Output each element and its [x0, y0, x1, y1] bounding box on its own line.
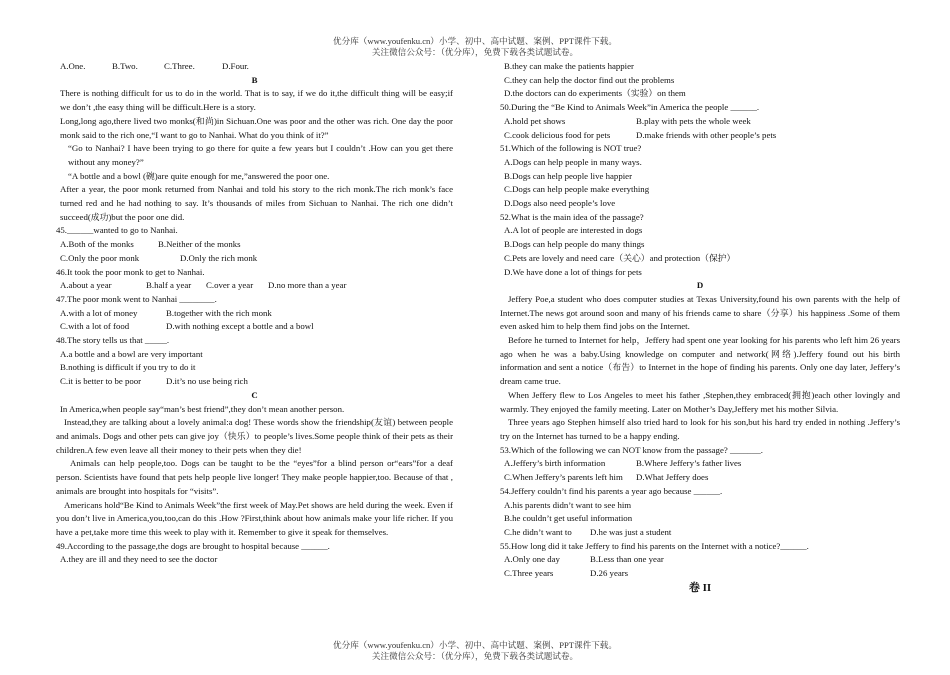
footer-line-2: 关注微信公众号：（优分库），免费下载各类试题试卷。 — [371, 651, 579, 661]
option: B.Where Jeffery’s father lives — [636, 458, 742, 469]
question-47: 47.The poor monk went to Nanhai ________. — [56, 293, 217, 304]
question-52: 52.What is the main idea of the passage? — [500, 211, 644, 222]
left-column — [56, 60, 453, 567]
question-48: 48.The story tells us that _____. — [56, 335, 170, 346]
question-54: 54.Jeffery couldn’t find his parents a year ago because ______. — [500, 485, 723, 496]
option-row — [56, 238, 453, 252]
option: A.Jeffery’s birth information — [504, 458, 606, 469]
option-row — [500, 553, 900, 567]
option-row — [500, 471, 900, 485]
option: D.26 years — [590, 568, 629, 579]
paragraph: There is nothing difficult for us to do in the world. That is to say, if we do it,the difficult thing will be easy;if we don’t ,the easy thing will be difficult.Here is a story. — [60, 88, 453, 113]
option: A.about a year — [60, 280, 112, 291]
option: A.with a lot of money — [60, 307, 138, 318]
question-45: 45.______wanted to go to Nanhai. — [56, 225, 178, 236]
option-row — [500, 266, 900, 280]
option-row — [500, 197, 900, 211]
option: D.he was just a student — [590, 526, 672, 537]
option: B.Less than one year — [590, 554, 664, 565]
option: D.We have done a lot of things for pets — [504, 266, 642, 277]
option: D.Dogs also need people’s love — [504, 198, 616, 209]
option-row — [500, 170, 900, 184]
option-row — [500, 252, 900, 266]
option-row — [500, 238, 900, 252]
right-column — [500, 60, 900, 595]
question-55: 55.How long did it take Jeffery to find his parents on the Internet with a notice?______. — [500, 540, 809, 551]
option: B.he couldn’t get useful information — [504, 513, 633, 524]
option: B.play with pets the whole week — [636, 115, 751, 126]
section-title-juan-2: 卷 II — [688, 581, 712, 594]
paragraph: “A bottle and a bowl (碗)are quite enough for me,”answered the poor one. — [68, 170, 330, 181]
option: C.Dogs can help people make everything — [504, 184, 650, 195]
option: A.a bottle and a bowl are very important — [60, 348, 203, 359]
question-51: 51.Which of the following is NOT true? — [500, 143, 642, 154]
option: C.Pets are lovely and need care（关心）and protection（保护） — [504, 252, 736, 263]
option: C.it is better to be poor — [60, 376, 142, 387]
option: B.they can make the patients happier — [504, 61, 634, 71]
option: D.it’s no use being rich — [166, 376, 248, 387]
option: C.he didn’t want to — [504, 526, 572, 537]
option-row — [500, 457, 900, 471]
option: A.hold pet shows — [504, 115, 566, 126]
option-row — [500, 224, 900, 238]
option: D.What Jeffery does — [636, 472, 709, 483]
option: D.make friends with other people’s pets — [636, 129, 777, 140]
paragraph: Before he turned to Internet for help，Jeffery had spent one year looking for his parents who left him 26 years ago when he was a baby.Using knowledge on computer and network(网络).Jeffery found out his birth information and sent a notice（布告）to Internet in the hope of finding his parents. Only one day later, Jeffery’s dream came true. — [500, 335, 900, 387]
question-53: 53.Which of the following we can NOT know from the passage? _______. — [500, 444, 763, 455]
option-row — [56, 375, 453, 389]
option-row — [500, 156, 900, 170]
option: A.his parents didn’t want to see him — [504, 499, 632, 510]
option: B.Dogs can help people do many things — [504, 239, 645, 250]
option: A.One. — [60, 61, 86, 71]
option: C.over a year — [206, 280, 254, 291]
option: A.Both of the monks — [60, 239, 134, 250]
paragraph: “Go to Nanhai? I have been trying to go there for quite a few years but I couldn’t .How can you get there without any money?” — [68, 143, 453, 167]
section-heading-d: D — [696, 280, 704, 291]
paragraph: Americans hold“Be Kind to Animals Week”the first week of May.Pet shows are held during the week. Even if you don’t live in America,you,too,can do this .How ?First,think about how animals make your life richer. If you have a pet,take more time this week to play with it. Remember to give it speak for themselves. — [56, 499, 453, 537]
option: A.Only one day — [504, 554, 560, 565]
footer-line-1: 优分库（www.youfenku.cn）小学、初中、高中试题、案例、PPT课件下载。 — [333, 640, 617, 650]
option: D.Only the rich monk — [180, 252, 258, 263]
option: C.Three. — [164, 61, 195, 71]
option: B.nothing is difficult if you try to do it — [60, 362, 196, 373]
option-row — [500, 567, 900, 581]
question-50: 50.During the “Be Kind to Animals Week”in America the people ______. — [500, 102, 760, 113]
paragraph: Instead,they are talking about a lovely animal:a dog! These words show the friendship(友谊) between people and animals. Dogs and other pets can give joy（快乐）to people’s lives.Some people think of their pets as their children.A few even leave all their money to their pets when they die! — [56, 417, 453, 455]
option: A.they are ill and they need to see the doctor — [60, 554, 218, 565]
option-row — [56, 307, 453, 321]
option: C.with a lot of food — [60, 321, 130, 332]
option-row — [56, 252, 453, 266]
paragraph: When Jeffery flew to Los Angeles to meet his father ,Stephen,they embraced(拥抱)each other lovingly and warmly. They enjoyed the family meeting. Later on Mother’s Day,Jeffery met his mother Silvia. — [500, 389, 900, 414]
option-row — [500, 74, 900, 88]
option: D.with nothing except a bottle and a bowl — [166, 321, 314, 332]
paragraph: In America,when people say“man’s best friend”,they don’t mean another person. — [60, 403, 345, 414]
option: D.Four. — [222, 61, 249, 71]
option-row — [500, 115, 900, 129]
option-row — [500, 60, 900, 74]
option-row — [500, 526, 900, 540]
option: C.Three years — [504, 568, 554, 579]
option: B.together with the rich monk — [166, 307, 272, 318]
paragraph: Three years ago Stephen himself also tried hard to look for his son,but his hard try ended in nothing .Jeffery’s try on the Internet has turned to be a happy ending. — [500, 417, 900, 441]
paragraph: Jeffery Poe,a student who does computer studies at Texas University,found his own parents with the help of Internet.The news got around soon and many of his friends came to share（分享）his happiness .Some of them even asked him to help them find jobs on the Internet. — [500, 293, 900, 332]
option: B.Dogs can help people live happier — [504, 170, 633, 181]
page-header — [0, 36, 950, 58]
option: A.A lot of people are interested in dogs — [504, 225, 643, 236]
paragraph: Animals can help people,too. Dogs can be taught to be the “eyes”for a blind person or“ears”for a deaf person. Scientists have found that pets help people live longer! They make people happier,too. Because of that , animals are brought into hospitals for “visits”. — [56, 458, 453, 496]
option: C.Only the poor monk — [60, 252, 140, 263]
option-row — [56, 320, 453, 334]
option: D.the doctors can do experiments（实验）on them — [504, 88, 686, 99]
question-46: 46.It took the poor monk to get to Nanhai. — [56, 266, 205, 277]
option-row — [56, 279, 453, 293]
option-row — [56, 553, 453, 567]
option-row — [500, 183, 900, 197]
option-row — [500, 87, 900, 101]
option-row — [56, 60, 453, 74]
option-row — [500, 499, 900, 513]
header-line-1: 优分库（www.youfenku.cn）小学、初中、高中试题、案例、PPT课件下载。 — [333, 36, 617, 46]
option: B.Two. — [112, 61, 138, 71]
paragraph: After a year, the poor monk returned from Nanhai and told his story to the rich monk.The rich monk’s face turned red and he had nothing to say. It’s thousands of miles from Sichuan to Nanhai. The rich one didn’t succeed(成功)but the poor one did. — [60, 184, 453, 222]
question-49: 49.According to the passage,the dogs are brought to hospital because ______. — [56, 540, 330, 551]
paragraph: Long,long ago,there lived two monks(和尚)in Sichuan.One was poor and the other was rich. One day the poor monk said to the rich one,“I want to go to Nanhai. What do you think of it?” — [60, 115, 453, 140]
option: B.half a year — [146, 280, 192, 291]
option: D.no more than a year — [268, 280, 347, 291]
option-row — [56, 348, 453, 362]
header-line-2: 关注微信公众号：（优分库），免费下载各类试题试卷。 — [371, 47, 579, 57]
option: B.Neither of the monks — [158, 239, 241, 250]
option: A.Dogs can help people in many ways. — [504, 156, 642, 167]
option: C.When Jeffery’s parents left him — [504, 472, 623, 483]
page-footer — [0, 640, 950, 662]
section-heading-b: B — [251, 74, 258, 85]
option: C.they can help the doctor find out the problems — [504, 74, 675, 85]
option-row — [56, 361, 453, 375]
option: C.cook delicious food for pets — [504, 129, 611, 140]
option-row — [500, 129, 900, 143]
section-heading-c: C — [251, 389, 258, 400]
option-row — [500, 512, 900, 526]
